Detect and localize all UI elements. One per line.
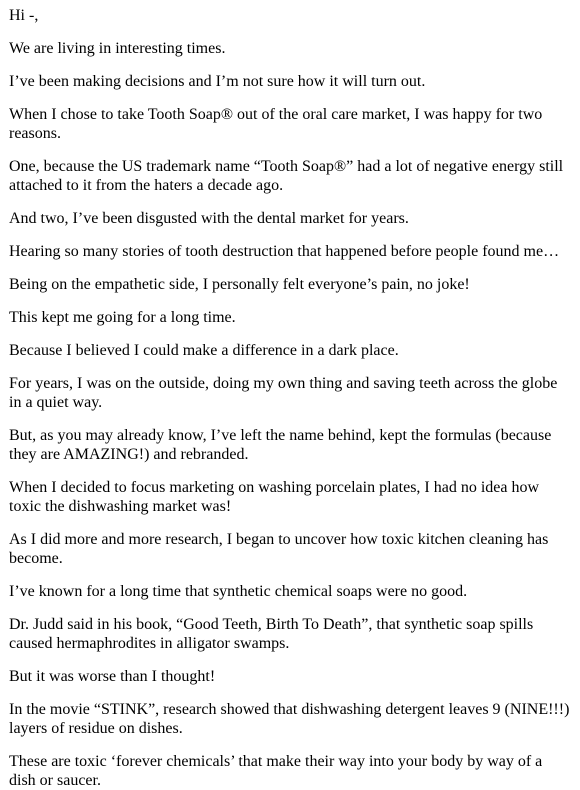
email-paragraph: As I did more and more research, I began to uncover how toxic kitchen cleaning has become. (9, 531, 549, 567)
email-paragraph: One, because the US trademark name “Tooth Soap®” had a lot of negative energy still attached to it from the haters a decade ago. (9, 158, 564, 194)
email-paragraph: This kept me going for a long time. (9, 309, 236, 326)
email-greeting: Hi -, (9, 7, 39, 24)
email-paragraph: But, as you may already know, I’ve left the name behind, kept the formulas (because they are AMAZING!) and rebranded. (9, 427, 552, 463)
email-paragraph: And two, I’ve been disgusted with the dental market for years. (9, 210, 409, 227)
email-paragraph: In the movie “STINK”, research showed that dishwashing detergent leaves 9 (NINE!!!) layers of residue on dishes. (9, 701, 570, 737)
email-paragraph: Because I believed I could make a difference in a dark place. (9, 342, 399, 359)
email-paragraph: I’ve known for a long time that synthetic chemical soaps were no good. (9, 583, 468, 600)
email-paragraph: For years, I was on the outside, doing my own thing and saving teeth across the globe in a quiet way. (9, 375, 558, 411)
email-paragraph: When I chose to take Tooth Soap® out of the oral care market, I was happy for two reasons. (9, 106, 543, 142)
email-paragraph: Dr. Judd said in his book, “Good Teeth, Birth To Death”, that synthetic soap spills caused hermaphrodites in alligator swamps. (9, 616, 534, 652)
email-paragraph: These are toxic ‘forever chemicals’ that make their way into your body by way of a dish or saucer. (9, 753, 543, 789)
email-paragraph: Hearing so many stories of tooth destruction that happened before people found me… (9, 243, 560, 260)
email-paragraph: Being on the empathetic side, I personally felt everyone’s pain, no joke! (9, 276, 470, 293)
email-paragraph: I’ve been making decisions and I’m not sure how it will turn out. (9, 73, 426, 90)
email-paragraph: We are living in interesting times. (9, 40, 226, 57)
email-paragraph: When I decided to focus marketing on washing porcelain plates, I had no idea how toxic the dishwashing market was! (9, 479, 540, 515)
email-paragraph: But it was worse than I thought! (9, 668, 216, 685)
